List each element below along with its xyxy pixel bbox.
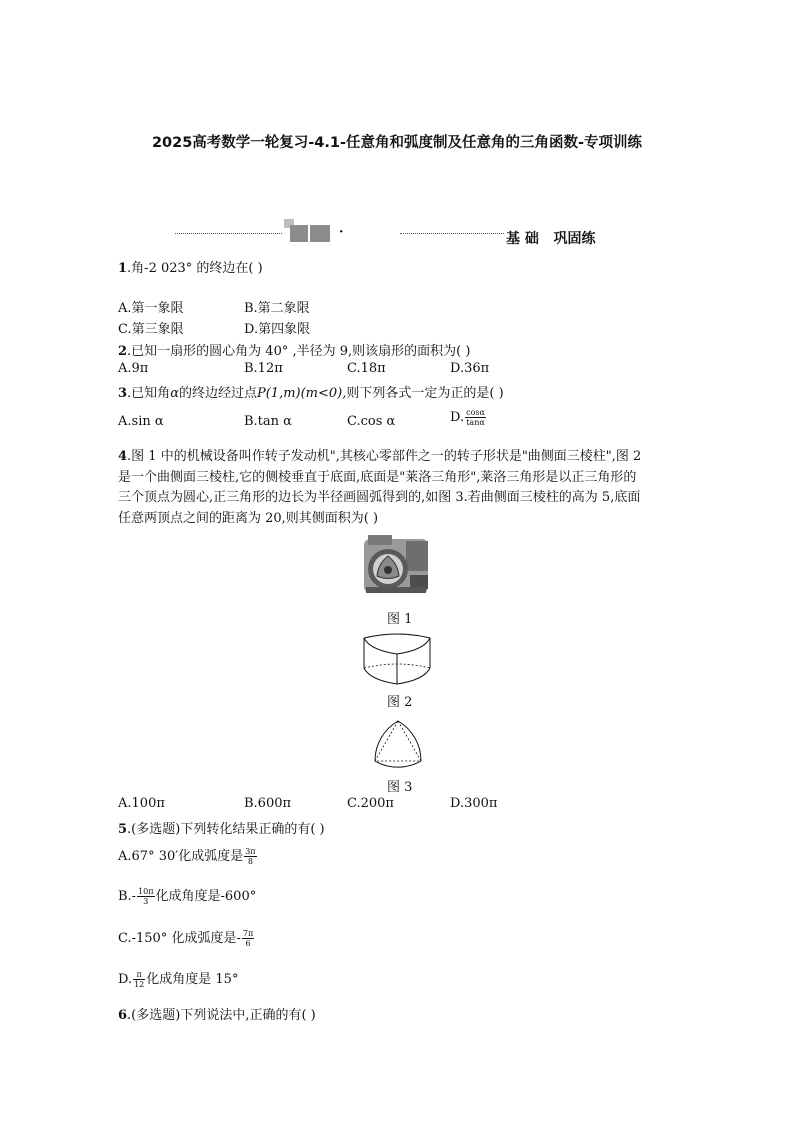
fraction <box>133 970 145 989</box>
denominator: 12 <box>134 980 145 989</box>
q5-option-c <box>118 927 255 948</box>
question-text-mid: 的终边经过点 <box>178 386 257 401</box>
dotted-divider-right <box>400 233 504 234</box>
option-text: A.67° 30′化成弧度是 <box>118 849 244 864</box>
denominator: tanα <box>466 418 485 427</box>
numerator: 10π <box>138 887 154 896</box>
numerator: 3π <box>245 847 256 856</box>
numerator: π <box>133 970 145 980</box>
numerator: cosα <box>466 408 485 417</box>
question-number: 1 <box>118 261 128 276</box>
section-badge-dot: · <box>339 225 344 240</box>
fraction <box>465 408 486 427</box>
question-4-line-4: 任意两顶点之间的距离为 20,则其侧面积为( ) <box>118 511 379 526</box>
q1-option-a: A.第一象限 <box>118 301 184 316</box>
q3-option-d <box>450 408 487 427</box>
page-title: 2025高考数学一轮复习-4.1-任意角和弧度制及任意角的三角函数-专项训练 <box>151 135 643 151</box>
question-4-line-3: 三个顶点为圆心,正三角形的边长为半径画圆弧得到的,如图 3.若曲侧面三棱柱的高为 5,底面 <box>118 490 641 505</box>
point-expression: P(1,m)(m<0), <box>256 386 347 401</box>
question-5 <box>118 818 325 837</box>
q4-option-a: A.100π <box>118 796 165 811</box>
question-text: .(多选题)下列说法中,正确的有( ) <box>127 1008 316 1023</box>
fraction <box>137 887 154 906</box>
option-text-post: 化成角度是-600° <box>155 889 257 904</box>
question-text-pre: .已知角 <box>127 386 171 401</box>
q3-option-a: A.sin α <box>118 414 164 429</box>
option-prefix: D. <box>450 410 465 425</box>
section-label: 基 础 巩固练 <box>506 231 596 247</box>
question-number: 3 <box>118 386 128 401</box>
q2-option-b: B.12π <box>244 361 283 376</box>
q1-option-b: B.第二象限 <box>244 301 310 316</box>
question-3 <box>118 382 504 401</box>
question-text: .(多选题)下列转化结果正确的有( ) <box>127 822 325 837</box>
question-text: .角-2 023° 的终边在( ) <box>127 261 263 276</box>
q4-option-d: D.300π <box>450 796 498 811</box>
question-6 <box>118 1004 316 1023</box>
question-4-line-1 <box>118 445 641 464</box>
q5-option-d <box>118 968 238 989</box>
q5-option-a <box>118 845 258 866</box>
section-badge <box>290 225 330 242</box>
dotted-divider-left <box>175 233 282 234</box>
q5-option-b <box>118 885 256 906</box>
q1-option-d: D.第四象限 <box>244 322 311 337</box>
q4-option-b: B.600π <box>244 796 292 811</box>
question-text: .图 1 中的机械设备叫作转子发动机",其核心零部件之一的转子形状是"曲侧面三棱柱",图 2 <box>127 449 642 464</box>
denominator: 6 <box>245 939 251 948</box>
q3-option-b: B.tan α <box>244 414 292 429</box>
q2-option-c: C.18π <box>347 361 386 376</box>
figure-3-caption: 图 3 <box>387 780 413 795</box>
fraction <box>244 847 256 866</box>
option-text: C.-150° 化成弧度是- <box>118 931 241 946</box>
figure-2-caption: 图 2 <box>387 695 413 710</box>
question-number: 6 <box>118 1008 128 1023</box>
q2-option-d: D.36π <box>450 361 490 376</box>
q2-option-a: A.9π <box>118 361 149 376</box>
question-2 <box>118 340 470 359</box>
reuleaux-triangle-figure <box>370 715 426 771</box>
question-number: 4 <box>118 449 128 464</box>
option-text-post: 化成角度是 15° <box>146 972 239 987</box>
numerator: 7π <box>242 929 254 938</box>
denominator: 3 <box>143 897 149 906</box>
question-4-line-2: 是一个曲侧面三棱柱,它的侧棱垂直于底面,底面是"莱洛三角形",莱洛三角形是以正三角形的 <box>118 470 637 485</box>
option-prefix: D. <box>118 972 133 987</box>
question-number: 5 <box>118 822 128 837</box>
q3-option-c: C.cos α <box>347 414 396 429</box>
figure-1-caption: 图 1 <box>387 612 413 627</box>
question-1 <box>118 257 263 276</box>
fraction <box>242 929 254 948</box>
q1-option-c: C.第三象限 <box>118 322 184 337</box>
curved-prism-figure <box>360 632 434 688</box>
question-number: 2 <box>118 344 128 359</box>
question-text-post: 则下列各式一定为正的是( ) <box>346 386 504 401</box>
question-text: .已知一扇形的圆心角为 40° ,半径为 9,则该扇形的面积为( ) <box>127 344 471 359</box>
denominator: 8 <box>247 857 253 866</box>
alpha-symbol: α <box>170 386 179 401</box>
q4-option-c: C.200π <box>347 796 394 811</box>
rotary-engine-image <box>358 531 436 601</box>
option-text: B.- <box>118 889 137 904</box>
